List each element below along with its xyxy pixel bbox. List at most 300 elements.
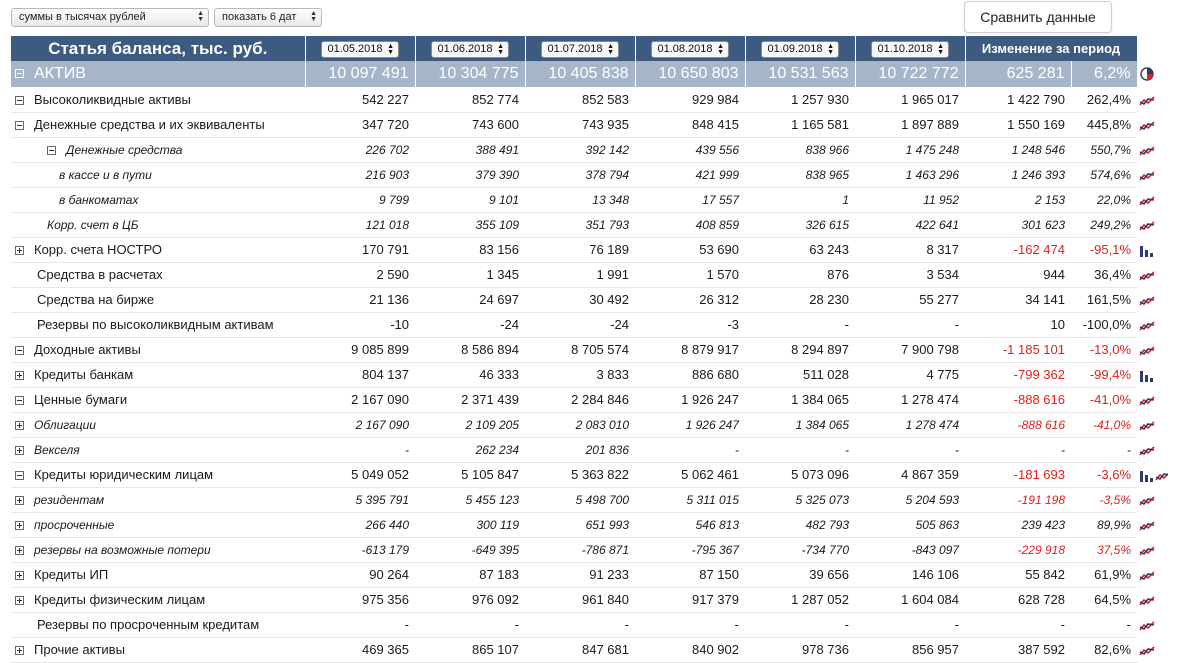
row-change: -162 474 <box>965 237 1071 262</box>
row-value: -795 367 <box>635 537 745 562</box>
row-value: 87 183 <box>415 562 525 587</box>
aktiv-value: 10 304 775 <box>415 61 525 87</box>
row-label-cell <box>11 362 305 387</box>
row-value: 7 900 798 <box>855 337 965 362</box>
row-value: 838 966 <box>745 137 855 162</box>
row-value: 865 107 <box>415 637 525 662</box>
row-value: 5 049 052 <box>305 462 415 487</box>
bar-chart-icon[interactable] <box>1139 245 1155 257</box>
row-value: 91 233 <box>525 562 635 587</box>
trend-chart-icon[interactable] <box>1139 195 1155 207</box>
row-value: - <box>855 612 965 637</box>
balance-row[interactable] <box>11 212 1168 237</box>
row-change-pct: 36,4% <box>1071 262 1137 287</box>
row-value: 852 774 <box>415 87 525 112</box>
collapse-icon[interactable] <box>15 346 24 355</box>
row-icon-cell <box>1137 487 1168 512</box>
row-value: 170 791 <box>305 237 415 262</box>
row-value: 2 284 846 <box>525 387 635 412</box>
balance-row[interactable] <box>11 437 1168 462</box>
row-value: 30 492 <box>525 287 635 312</box>
row-value: 5 498 700 <box>525 487 635 512</box>
row-value: 743 600 <box>415 112 525 137</box>
trend-chart-icon[interactable] <box>1139 395 1155 407</box>
row-value: 8 879 917 <box>635 337 745 362</box>
trend-chart-icon[interactable] <box>1139 295 1155 307</box>
row-value: 1 287 052 <box>745 587 855 612</box>
expand-icon[interactable] <box>15 546 24 555</box>
balance-row[interactable] <box>11 237 1168 262</box>
row-value: 87 150 <box>635 562 745 587</box>
row-value: 5 105 847 <box>415 462 525 487</box>
row-icon-cell <box>1137 562 1168 587</box>
row-value: 1 897 889 <box>855 112 965 137</box>
aktiv-value: 10 650 803 <box>635 61 745 87</box>
row-value: - <box>525 612 635 637</box>
row-label-cell <box>11 112 305 137</box>
row-value: 961 840 <box>525 587 635 612</box>
date-value: 01.10.2018 <box>877 42 933 55</box>
row-change-pct: -41,0% <box>1071 387 1137 412</box>
row-value: 838 965 <box>745 162 855 187</box>
expand-icon[interactable] <box>15 496 24 505</box>
balance-row[interactable] <box>11 612 1168 637</box>
row-value: - <box>745 437 855 462</box>
expand-icon[interactable] <box>15 521 24 530</box>
row-icon-cell <box>1137 462 1168 487</box>
row-label: Облигации <box>34 418 96 432</box>
row-value: 1 965 017 <box>855 87 965 112</box>
balance-row[interactable] <box>11 487 1168 512</box>
row-value: 876 <box>745 262 855 287</box>
bar-chart-icon[interactable] <box>1139 370 1155 382</box>
row-label: в кассе и в пути <box>59 168 152 182</box>
row-value: 55 277 <box>855 287 965 312</box>
row-value: - <box>305 612 415 637</box>
row-value: 1 926 247 <box>635 412 745 437</box>
expand-icon[interactable] <box>15 596 24 605</box>
row-label: Кредиты физическим лицам <box>34 592 206 607</box>
balance-row[interactable] <box>11 262 1168 287</box>
bar-chart-icon[interactable] <box>1139 470 1155 482</box>
row-value: 4 867 359 <box>855 462 965 487</box>
row-value: 917 379 <box>635 587 745 612</box>
row-change: 628 728 <box>965 587 1071 612</box>
row-value: 262 234 <box>415 437 525 462</box>
row-value: 9 799 <box>305 187 415 212</box>
date-header-1 <box>305 36 415 61</box>
trend-chart-icon[interactable] <box>1139 120 1155 132</box>
row-value: 347 720 <box>305 112 415 137</box>
row-icon-cell <box>1137 637 1168 662</box>
row-value: -3 <box>635 312 745 337</box>
date-header-5 <box>745 36 855 61</box>
row-label-cell <box>11 312 305 337</box>
row-change: -181 693 <box>965 462 1071 487</box>
row-label-cell <box>11 487 305 512</box>
aktiv-value: 10 097 491 <box>305 61 415 87</box>
trend-chart-icon[interactable] <box>1155 470 1168 482</box>
trend-chart-icon[interactable] <box>1139 95 1155 107</box>
date-picker-1[interactable] <box>321 41 399 58</box>
row-value: 8 294 897 <box>745 337 855 362</box>
row-label: Средства в расчетах <box>37 267 163 282</box>
compare-data-button[interactable]: Сравнить данные <box>964 1 1112 33</box>
row-value: 1 278 474 <box>855 412 965 437</box>
row-value: - <box>635 437 745 462</box>
row-change: 34 141 <box>965 287 1071 312</box>
aktiv-label-cell <box>11 61 305 87</box>
row-icon-cell <box>1137 287 1168 312</box>
row-value: 5 311 015 <box>635 487 745 512</box>
row-value: 9 101 <box>415 187 525 212</box>
balance-row[interactable] <box>11 512 1168 537</box>
trend-chart-icon[interactable] <box>1139 495 1155 507</box>
row-label: Корр. счета НОСТРО <box>34 242 162 257</box>
row-label-cell <box>11 162 305 187</box>
date-value: 01.09.2018 <box>767 42 823 55</box>
row-icon-cell <box>1137 187 1168 212</box>
aktiv-change: 625 281 <box>965 61 1071 87</box>
row-value: 17 557 <box>635 187 745 212</box>
collapse-icon[interactable] <box>15 69 24 78</box>
row-change: 1 422 790 <box>965 87 1071 112</box>
balance-row[interactable] <box>11 87 1168 112</box>
row-label: просроченные <box>34 518 115 532</box>
aktiv-icon-cell <box>1137 61 1168 87</box>
row-value: 840 902 <box>635 637 745 662</box>
trend-chart-icon[interactable] <box>1139 620 1155 632</box>
row-change-pct: 262,4% <box>1071 87 1137 112</box>
aktiv-value: 10 531 563 <box>745 61 855 87</box>
row-value: 505 863 <box>855 512 965 537</box>
row-icon-cell <box>1137 362 1168 387</box>
date-arrows-icon: ▲ ▼ <box>387 42 394 56</box>
row-value: 976 092 <box>415 587 525 612</box>
row-label-cell <box>11 212 305 237</box>
date-value: 01.07.2018 <box>547 42 603 55</box>
row-change-pct: -3,5% <box>1071 487 1137 512</box>
row-value: 28 230 <box>745 287 855 312</box>
balance-table <box>11 36 1168 663</box>
row-value: 24 697 <box>415 287 525 312</box>
row-change: -888 616 <box>965 412 1071 437</box>
row-change: -229 918 <box>965 537 1071 562</box>
collapse-icon[interactable] <box>15 121 24 130</box>
row-value: 1 257 930 <box>745 87 855 112</box>
row-value: 226 702 <box>305 137 415 162</box>
row-value: 651 993 <box>525 512 635 537</box>
balance-row[interactable] <box>11 362 1168 387</box>
aktiv-value: 10 722 772 <box>855 61 965 87</box>
header-icon-spacer <box>1137 36 1168 61</box>
row-value: 388 491 <box>415 137 525 162</box>
row-icon-cell <box>1137 112 1168 137</box>
row-value: 5 073 096 <box>745 462 855 487</box>
row-value: -24 <box>415 312 525 337</box>
row-change: - <box>965 437 1071 462</box>
date-picker-2[interactable] <box>431 41 509 58</box>
row-value: 2 109 205 <box>415 412 525 437</box>
row-icon-cell <box>1137 87 1168 112</box>
row-value: -10 <box>305 312 415 337</box>
row-label: Денежные средства <box>66 143 183 157</box>
row-label-cell <box>11 412 305 437</box>
expand-icon[interactable] <box>15 371 24 380</box>
row-value: 886 680 <box>635 362 745 387</box>
row-label: Резервы по высоколиквидным активам <box>37 317 274 332</box>
balance-row[interactable] <box>11 387 1168 412</box>
balance-row[interactable] <box>11 337 1168 362</box>
row-value: -649 395 <box>415 537 525 562</box>
row-value: 5 062 461 <box>635 462 745 487</box>
row-value: 351 793 <box>525 212 635 237</box>
row-value: - <box>855 437 965 462</box>
row-label: Резервы по просроченным кредитам <box>37 617 260 632</box>
collapse-icon[interactable] <box>15 471 24 480</box>
row-label-cell <box>11 287 305 312</box>
row-change-pct: 445,8% <box>1071 112 1137 137</box>
row-change: 1 248 546 <box>965 137 1071 162</box>
row-value: 1 <box>745 187 855 212</box>
row-value: 2 590 <box>305 262 415 287</box>
row-value: 1 278 474 <box>855 387 965 412</box>
row-change-pct: 64,5% <box>1071 587 1137 612</box>
row-change-pct: - <box>1071 612 1137 637</box>
row-value: 83 156 <box>415 237 525 262</box>
trend-chart-icon[interactable] <box>1139 145 1155 157</box>
row-change: 10 <box>965 312 1071 337</box>
balance-row[interactable] <box>11 287 1168 312</box>
row-icon-cell <box>1137 337 1168 362</box>
row-label: Кредиты ИП <box>34 567 109 582</box>
trend-chart-icon[interactable] <box>1139 420 1155 432</box>
row-label-cell <box>11 137 305 162</box>
units-select[interactable] <box>11 8 209 27</box>
date-picker-4[interactable] <box>651 41 729 58</box>
row-change: -191 198 <box>965 487 1071 512</box>
trend-chart-icon[interactable] <box>1139 320 1155 332</box>
toolbar <box>0 0 1179 36</box>
trend-chart-icon[interactable] <box>1139 170 1155 182</box>
row-value: 121 018 <box>305 212 415 237</box>
row-label-cell <box>11 562 305 587</box>
row-value: 8 317 <box>855 237 965 262</box>
row-label-cell <box>11 462 305 487</box>
row-label: Кредиты банкам <box>34 367 134 382</box>
row-icon-cell <box>1137 412 1168 437</box>
row-value: 5 395 791 <box>305 487 415 512</box>
row-value: 848 415 <box>635 112 745 137</box>
row-label: Денежные средства и их эквиваленты <box>34 117 265 132</box>
row-value: 13 348 <box>525 187 635 212</box>
date-picker-6[interactable] <box>871 41 949 58</box>
row-change-pct: 89,9% <box>1071 512 1137 537</box>
row-value: 8 705 574 <box>525 337 635 362</box>
row-label-cell <box>11 612 305 637</box>
row-value: -843 097 <box>855 537 965 562</box>
row-icon-cell <box>1137 537 1168 562</box>
trend-chart-icon[interactable] <box>1139 445 1155 457</box>
row-value: 408 859 <box>635 212 745 237</box>
row-value: - <box>415 612 525 637</box>
row-label-cell <box>11 237 305 262</box>
row-value: 421 999 <box>635 162 745 187</box>
row-change-pct: 161,5% <box>1071 287 1137 312</box>
row-icon-cell <box>1137 162 1168 187</box>
trend-chart-icon[interactable] <box>1139 645 1155 657</box>
row-value: 2 083 010 <box>525 412 635 437</box>
row-change-pct: 82,6% <box>1071 637 1137 662</box>
date-value: 01.05.2018 <box>327 42 383 55</box>
row-value: 63 243 <box>745 237 855 262</box>
row-value: 1 570 <box>635 262 745 287</box>
row-value: 26 312 <box>635 287 745 312</box>
expand-icon[interactable] <box>15 446 24 455</box>
row-value: 1 604 084 <box>855 587 965 612</box>
row-change: 1 550 169 <box>965 112 1071 137</box>
aktiv-change-pct: 6,2% <box>1071 61 1137 87</box>
trend-chart-icon[interactable] <box>1139 545 1155 557</box>
row-value: 978 736 <box>745 637 855 662</box>
balance-row[interactable] <box>11 137 1168 162</box>
collapse-icon[interactable] <box>47 146 56 155</box>
row-label-cell <box>11 512 305 537</box>
row-change-pct: 22,0% <box>1071 187 1137 212</box>
row-value: 542 227 <box>305 87 415 112</box>
row-label: резидентам <box>34 493 105 507</box>
balance-row[interactable] <box>11 162 1168 187</box>
row-value: 929 984 <box>635 87 745 112</box>
row-label-cell <box>11 587 305 612</box>
balance-row[interactable] <box>11 537 1168 562</box>
row-change-pct: -95,1% <box>1071 237 1137 262</box>
row-change-pct: 574,6% <box>1071 162 1137 187</box>
row-change: 55 842 <box>965 562 1071 587</box>
date-value: 01.08.2018 <box>657 42 713 55</box>
dates-count-select[interactable] <box>214 8 322 27</box>
date-arrows-icon: ▲ ▼ <box>607 42 614 56</box>
row-label-cell <box>11 387 305 412</box>
row-icon-cell <box>1137 387 1168 412</box>
change-period-header: Изменение за период <box>965 36 1137 61</box>
row-value: 379 390 <box>415 162 525 187</box>
row-label: Средства на бирже <box>37 292 155 307</box>
balance-row[interactable] <box>11 637 1168 662</box>
row-value: 546 813 <box>635 512 745 537</box>
row-value: 469 365 <box>305 637 415 662</box>
row-label-cell <box>11 262 305 287</box>
row-icon-cell <box>1137 437 1168 462</box>
balance-row[interactable] <box>11 312 1168 337</box>
row-label: Высоколиквидные активы <box>34 91 191 107</box>
row-label: Корр. счет в ЦБ <box>47 218 139 232</box>
row-change-pct: 37,5% <box>1071 537 1137 562</box>
row-value: 1 475 248 <box>855 137 965 162</box>
balance-row[interactable] <box>11 462 1168 487</box>
trend-chart-icon[interactable] <box>1139 570 1155 582</box>
aktiv-label: АКТИВ <box>34 65 86 82</box>
row-label-cell <box>11 637 305 662</box>
row-label: в банкоматах <box>59 193 139 207</box>
row-value: 1 384 065 <box>745 412 855 437</box>
row-change: - <box>965 612 1071 637</box>
row-label: Прочие активы <box>34 642 125 657</box>
units-select-value: суммы в тысячах рублей <box>19 11 146 23</box>
collapse-icon[interactable] <box>15 396 24 405</box>
row-value: 5 325 073 <box>745 487 855 512</box>
row-change-pct: -41,0% <box>1071 412 1137 437</box>
date-arrows-icon: ▲ ▼ <box>497 42 504 56</box>
row-label-cell <box>11 337 305 362</box>
trend-chart-icon[interactable] <box>1139 220 1155 232</box>
balance-row[interactable] <box>11 412 1168 437</box>
trend-chart-icon[interactable] <box>1139 270 1155 282</box>
balance-row[interactable] <box>11 187 1168 212</box>
trend-chart-icon[interactable] <box>1139 595 1155 607</box>
row-icon-cell <box>1137 312 1168 337</box>
row-value: 439 556 <box>635 137 745 162</box>
row-label: резервы на возможные потери <box>34 543 211 557</box>
row-value: 2 167 090 <box>305 387 415 412</box>
date-arrows-icon: ▲ ▼ <box>717 42 724 56</box>
row-value: 3 833 <box>525 362 635 387</box>
row-value: 5 363 822 <box>525 462 635 487</box>
row-label-cell <box>11 187 305 212</box>
row-value: 975 356 <box>305 587 415 612</box>
aktiv-total-row[interactable] <box>11 61 1168 87</box>
expand-icon[interactable] <box>15 246 24 255</box>
row-value: 39 656 <box>745 562 855 587</box>
column-title-header: Статья баланса, тыс. руб. <box>11 36 305 61</box>
expand-icon[interactable] <box>15 421 24 430</box>
row-label: Доходные активы <box>34 342 141 357</box>
row-value: 3 534 <box>855 262 965 287</box>
row-icon-cell <box>1137 237 1168 262</box>
expand-icon[interactable] <box>15 571 24 580</box>
pie-chart-icon[interactable] <box>1140 67 1154 81</box>
date-header-4 <box>635 36 745 61</box>
row-change: 944 <box>965 262 1071 287</box>
trend-chart-icon[interactable] <box>1139 520 1155 532</box>
expand-icon[interactable] <box>15 646 24 655</box>
balance-row[interactable] <box>11 112 1168 137</box>
balance-row[interactable] <box>11 587 1168 612</box>
row-value: 1 463 296 <box>855 162 965 187</box>
collapse-icon[interactable] <box>15 96 24 105</box>
row-value: 378 794 <box>525 162 635 187</box>
row-value: 90 264 <box>305 562 415 587</box>
row-value: 8 586 894 <box>415 337 525 362</box>
row-label: Ценные бумаги <box>34 392 128 407</box>
row-value: 743 935 <box>525 112 635 137</box>
select-arrows-icon: ▲ ▼ <box>197 10 204 23</box>
date-arrows-icon: ▲ ▼ <box>827 42 834 56</box>
row-value: 2 371 439 <box>415 387 525 412</box>
aktiv-value: 10 405 838 <box>525 61 635 87</box>
row-value: 1 345 <box>415 262 525 287</box>
row-change: 301 623 <box>965 212 1071 237</box>
date-picker-3[interactable] <box>541 41 619 58</box>
row-change-pct: 249,2% <box>1071 212 1137 237</box>
row-change: -888 616 <box>965 387 1071 412</box>
row-value: - <box>745 312 855 337</box>
row-change: 239 423 <box>965 512 1071 537</box>
row-label: Векселя <box>34 443 80 457</box>
date-picker-5[interactable] <box>761 41 839 58</box>
trend-chart-icon[interactable] <box>1139 345 1155 357</box>
balance-row[interactable] <box>11 562 1168 587</box>
